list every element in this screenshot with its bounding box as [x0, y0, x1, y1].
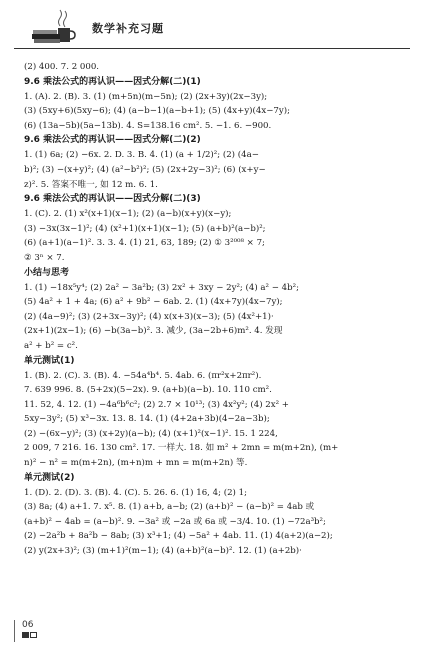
answer-line: 5xy−3y²; (5) x³−3x. 13. 8. 14. (1) (4+2a+3b)(4−2a−3b);	[24, 414, 270, 425]
answer-line: (6) (a+1)(a−1)². 3. 3. 4. (1) 21, 63, 189; (2) ① 3²⁰⁰⁸ × 7;	[24, 238, 265, 249]
page-marker-icon	[22, 632, 38, 638]
section-heading: 单元测试(1)	[24, 355, 75, 366]
answer-line: (2) −2a²b + 8a²b − 8ab; (3) x³+1; (4) −5a² + 4ab. 11. (1) 4(a+2)(a−2);	[24, 531, 333, 542]
answer-line: 1. (1) −18x⁵y⁴; (2) 2a² − 3a²b; (3) 2x² + 3xy − 2y²; (4) a² − 4b²;	[24, 282, 299, 293]
answer-line: (3) (5xy+6)(5xy−6); (4) (a−b−1)(a−b+1); (5) (4x+y)(4x−7y);	[24, 106, 290, 117]
header-title: 数学补充习题	[92, 22, 164, 35]
answer-line: 1. (C). 2. (1) x²(x+1)(x−1); (2) (a−b)(x+y)(x−y);	[24, 209, 232, 220]
answer-line: a² + b² = c².	[24, 340, 78, 351]
answer-line: 7. 639 996. 8. (5+2x)(5−2x). 9. (a+b)(a−b). 10. 110 cm².	[24, 385, 272, 396]
answer-line: (a+b)² − 4ab = (a−b)². 9. −3a² 或 −2a 或 6a 或 −3/4. 10. (1) −72a³b²;	[24, 516, 326, 527]
section-heading: 9.6 乘法公式的再认识——因式分解(二)(1)	[24, 76, 201, 87]
answer-line: 1. (A). 2. (B). 3. (1) (m+5n)(m−5n); (2) (2x+3y)(2x−3y);	[24, 91, 268, 102]
answer-line: 1. (B). 2. (C). 3. (B). 4. −54a⁴b⁴. 5. 4ab. 6. (πr²x+2πr²).	[24, 370, 262, 381]
books-with-cup-icon	[30, 8, 76, 46]
footer-divider	[14, 620, 15, 642]
answer-line: (2x+1)(2x−1); (6) −b(3a−b)². 3. 减少, (3a−2b+6)m². 4. 发现	[24, 326, 283, 337]
section-heading: 9.6 乘法公式的再认识——因式分解(二)(3)	[24, 194, 201, 205]
answer-line: (2) y(2x+3)²; (3) (m+1)²(m−1); (4) (a+b)²(a−b)². 12. (1) (a+2b)·	[24, 546, 302, 557]
answer-line: ② 3ⁿ × 7.	[24, 252, 65, 263]
answer-line: (3) −3x(3x−1)²; (4) (x²+1)(x+1)(x−1); (5) (a+b)²(a−b)²;	[24, 223, 266, 234]
answer-line: (2) −(6x−y)²; (3) (x+2y)(a−b); (4) (x+1)²(x−1)². 15. 1 224,	[24, 428, 278, 439]
page-header	[0, 0, 424, 56]
header-divider	[14, 48, 410, 49]
answer-line: (2) (4a−9)²; (3) (2+3x−3y)²; (4) x(x+3)(x−3); (5) (4x²+1)·	[24, 311, 274, 322]
section-heading: 小结与思考	[24, 267, 70, 278]
answer-content	[24, 60, 408, 559]
answer-line: b)²; (3) −(x+y)²; (4) (a²−b²)²; (5) (2x+2y−3)²; (6) (x+y−	[24, 164, 266, 175]
section-heading: 单元测试(2)	[24, 472, 75, 483]
answer-line: (5) 4a² + 1 + 4a; (6) a² + 9b² − 6ab. 2. (1) (4x+7y)(4x−7y);	[24, 297, 283, 308]
answer-line: (6) (13a−5b)(5a−13b). 4. S=138.16 cm². 5. −1. 6. −900.	[24, 120, 272, 131]
answer-line: 2 009, 7 216. 16. 130 cm². 17. 一样大. 18. 如 m² + 2mn = m(m+2n), (m+	[24, 443, 339, 454]
answer-line: 1. (1) 6a; (2) −6x. 2. D. 3. B. 4. (1) (a + 1/2)²; (2) (4a−	[24, 150, 259, 161]
answer-line: 1. (D). 2. (D). 3. (B). 4. (C). 5. 26. 6. (1) 16, 4; (2) 1;	[24, 487, 247, 498]
answer-line: (3) 8a; (4) a+1. 7. x⁵. 8. (1) a+b, a−b; (2) (a+b)² − (a−b)² = 4ab 或	[24, 502, 315, 513]
answer-line: z)². 5. 答案不唯一, 如 12 m. 6. 1.	[24, 179, 158, 190]
section-heading: 9.6 乘法公式的再认识——因式分解(二)(2)	[24, 135, 201, 146]
answer-line: 11. 52, 4. 12. (1) −4a⁶b⁶c²; (2) 2.7 × 10¹³; (3) 4x²y²; (4) 2x² +	[24, 399, 289, 410]
page-number: 06	[22, 620, 34, 630]
answer-line: n)² − n² = m(m+2n), (m+n)m + mn = m(m+2n) 等.	[24, 458, 248, 469]
answer-line: (2) 400. 7. 2 000.	[24, 62, 100, 72]
